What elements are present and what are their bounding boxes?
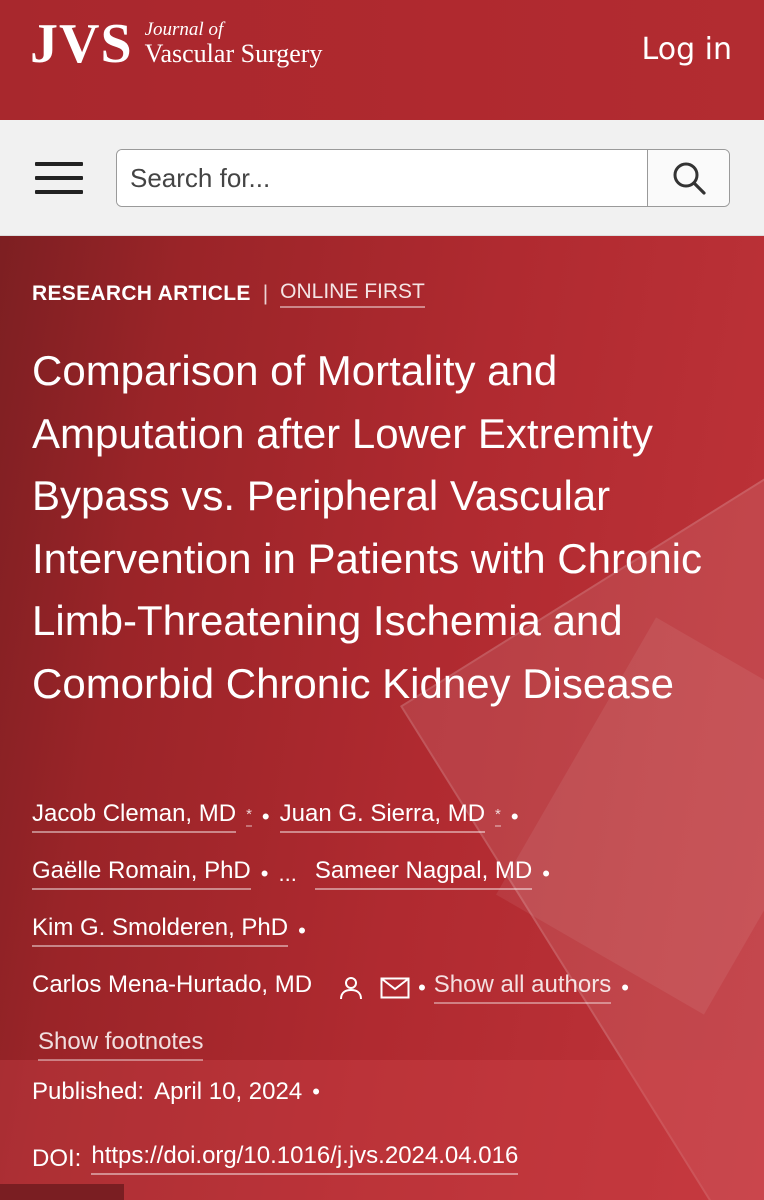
author-separator: • (510, 803, 519, 829)
author-link-2[interactable]: Juan G. Sierra, MD (280, 800, 485, 833)
logo-journal-name (145, 20, 323, 67)
logo-small-text: Journal of (144, 19, 224, 41)
author-separator: • (621, 974, 629, 1000)
search-button[interactable] (647, 150, 729, 206)
search-box (116, 149, 730, 207)
author-separator: • (542, 860, 550, 886)
article-type: RESEARCH ARTICLE (32, 282, 251, 305)
author-link-3[interactable]: Gaëlle Romain, PhD (32, 857, 251, 890)
author-row-3 (32, 914, 316, 947)
doi-label: DOI: (32, 1144, 82, 1172)
login-link[interactable]: Log in (641, 32, 732, 67)
author-footnote-marker-2[interactable]: * (495, 806, 501, 827)
hero-bottom-accent (0, 1184, 124, 1200)
published-date: April 10, 2024 (154, 1078, 303, 1105)
author-footnote-marker-1[interactable]: * (246, 806, 252, 827)
logo-big-text: Vascular Surgery (144, 39, 323, 69)
article-tagline (32, 280, 425, 308)
author-separator: • (261, 803, 270, 829)
meta-separator: • (312, 1079, 320, 1104)
author-link-5[interactable]: Kim G. Smolderen, PhD (32, 914, 288, 947)
doi-row (32, 1142, 518, 1175)
author-separator: • (298, 917, 306, 943)
search-input[interactable] (117, 150, 647, 206)
jvs-logo[interactable] (30, 13, 323, 75)
show-footnotes-link[interactable]: Show footnotes (38, 1028, 203, 1061)
show-all-authors-link[interactable]: Show all authors (434, 971, 611, 1004)
online-first-link[interactable]: ONLINE FIRST (280, 280, 425, 308)
footnotes-row (38, 1028, 203, 1061)
author-row-2 (32, 857, 560, 890)
author-separator: • (418, 974, 426, 1000)
logo-abbreviation: JVS (30, 13, 133, 75)
published-label: Published: (32, 1078, 145, 1105)
published-row (32, 1078, 330, 1106)
author-row-4 (32, 971, 639, 1004)
hamburger-menu-icon[interactable] (35, 160, 83, 196)
author-link-6[interactable]: Carlos Mena-Hurtado, MD (32, 971, 313, 998)
doi-link[interactable]: https://doi.org/10.1016/j.jvs.2024.04.016 (91, 1142, 518, 1175)
envelope-icon[interactable] (380, 977, 410, 999)
author-row-1 (32, 800, 529, 833)
author-link-1[interactable]: Jacob Cleman, MD (32, 800, 236, 833)
person-icon[interactable] (338, 975, 364, 1001)
site-header (0, 0, 764, 120)
search-icon (671, 160, 707, 196)
tagline-separator: | (262, 282, 269, 305)
article-title: Comparison of Mortality and Amputation after Lower Extremity Bypass vs. Peripheral Vascular Intervention in Patients with Chronic Limb-Threatening Ischemia and Comorbid Chronic Kidney Disease (32, 347, 703, 707)
author-ellipsis: ... (278, 860, 297, 886)
author-separator: • (260, 860, 269, 886)
author-link-4[interactable]: Sameer Nagpal, MD (315, 857, 532, 890)
